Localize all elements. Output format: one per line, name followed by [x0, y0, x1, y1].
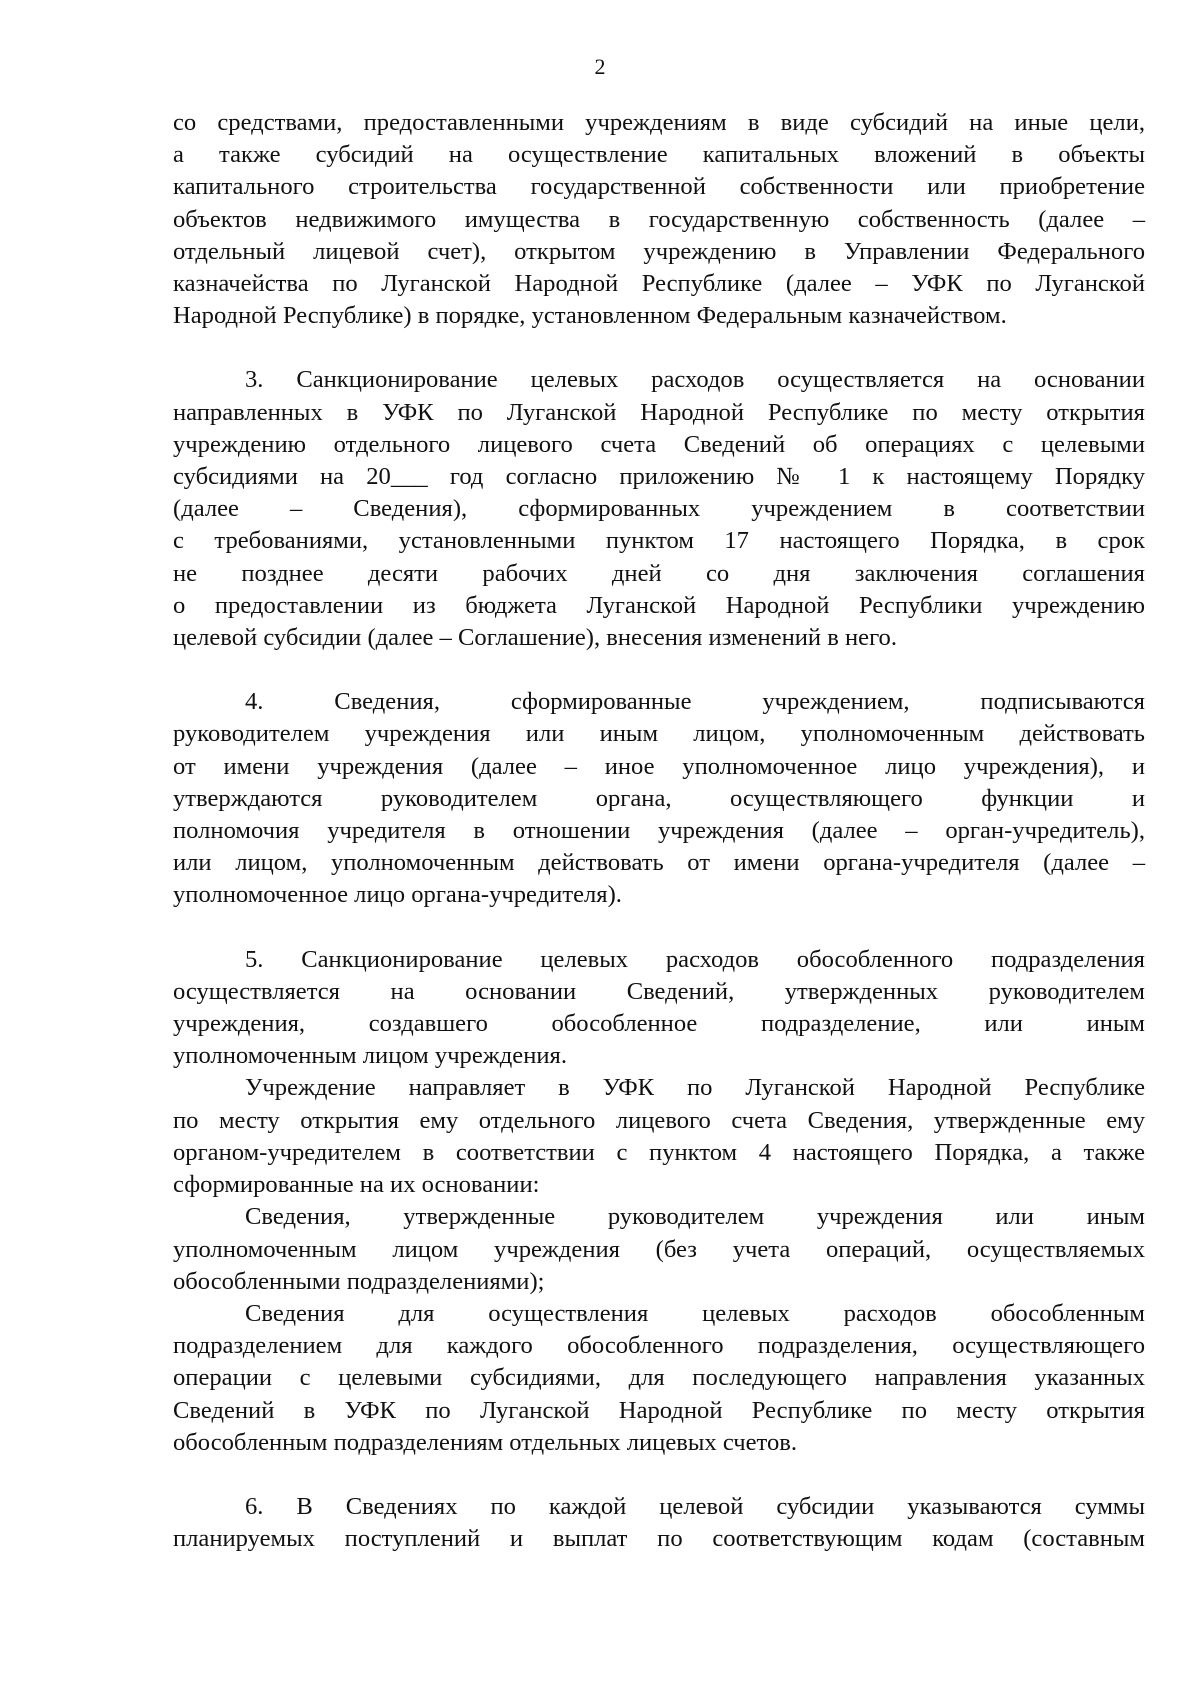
paragraph-line: не позднее десяти рабочих дней со дня заключения соглашения	[173, 559, 1145, 587]
paragraph-line: сформированные на их основании:	[173, 1171, 540, 1199]
paragraph-line: учреждению отдельного лицевого счета Сведений об операциях с целевыми	[173, 430, 1145, 458]
paragraph-line: Сведений в УФК по Луганской Народной Республике по месту открытия	[173, 1396, 1145, 1424]
paragraph-line: казначейства по Луганской Народной Республике (далее – УФК по Луганской	[173, 270, 1145, 298]
paragraph-line: учреждения, создавшего обособленное подразделение, или иным	[173, 1010, 1145, 1038]
paragraph-line: Сведения, утвержденные руководителем учреждения или иным	[245, 1203, 1145, 1231]
paragraph-line: Учреждение направляет в УФК по Луганской Народной Республике	[245, 1074, 1145, 1102]
paragraph-line: Сведения для осуществления целевых расходов обособленным	[245, 1299, 1145, 1327]
paragraph-line: 6. В Сведениях по каждой целевой субсидии указываются суммы	[245, 1492, 1145, 1520]
paragraph-line: 3. Санкционирование целевых расходов осуществляется на основании	[245, 366, 1145, 394]
paragraph-line: планируемых поступлений и выплат по соответствующим кодам (составным	[173, 1525, 1145, 1553]
paragraph-line: осуществляется на основании Сведений, утвержденных руководителем	[173, 977, 1145, 1005]
paragraph-line: целевой субсидии (далее – Соглашение), внесения изменений в него.	[173, 624, 897, 652]
paragraph-line: руководителем учреждения или иным лицом, уполномоченным действовать	[173, 720, 1145, 748]
paragraph-line: капитального строительства государственной собственности или приобретение	[173, 173, 1145, 201]
paragraph-line: о предоставлении из бюджета Луганской Народной Республики учреждению	[173, 591, 1145, 619]
paragraph-line: или лицом, уполномоченным действовать от имени органа-учредителя (далее –	[173, 849, 1145, 877]
paragraph-line: полномочия учредителя в отношении учреждения (далее – орган-учредитель),	[173, 817, 1145, 845]
paragraph-line: уполномоченным лицом учреждения (без учета операций, осуществляемых	[173, 1235, 1145, 1263]
paragraph-line: Народной Республике) в порядке, установленном Федеральным казначейством.	[173, 302, 1007, 330]
paragraph-line: объектов недвижимого имущества в государственную собственность (далее –	[173, 205, 1145, 233]
paragraph-line: направленных в УФК по Луганской Народной Республике по месту открытия	[173, 398, 1145, 426]
paragraph-line: подразделением для каждого обособленного подразделения, осуществляющего	[173, 1332, 1145, 1360]
paragraph-line: от имени учреждения (далее – иное уполномоченное лицо учреждения), и	[173, 752, 1145, 780]
paragraph-line: а также субсидий на осуществление капитальных вложений в объекты	[173, 141, 1145, 169]
paragraph-line: операции с целевыми субсидиями, для последующего направления указанных	[173, 1364, 1145, 1392]
paragraph-line: субсидиями на 20___ год согласно приложению № 1 к настоящему Порядку	[173, 463, 1145, 491]
paragraph-line: 4. Сведения, сформированные учреждением, подписываются	[245, 688, 1145, 716]
paragraph-line: (далее – Сведения), сформированных учреждением в соответствии	[173, 495, 1145, 523]
page-number: 2	[594, 54, 606, 79]
paragraph-line: органом-учредителем в соответствии с пунктом 4 настоящего Порядка, а также	[173, 1138, 1145, 1166]
paragraph-line: по месту открытия ему отдельного лицевого счета Сведения, утвержденные ему	[173, 1106, 1145, 1134]
paragraph-line: 5. Санкционирование целевых расходов обособленного подразделения	[245, 945, 1145, 973]
paragraph-line: уполномоченным лицом учреждения.	[173, 1042, 567, 1070]
paragraph-line: утверждаются руководителем органа, осуществляющего функции и	[173, 784, 1145, 812]
paragraph-line: обособленными подразделениями);	[173, 1267, 545, 1295]
paragraph-line: отдельный лицевой счет), открытом учреждению в Управлении Федерального	[173, 237, 1145, 265]
paragraph-line: с требованиями, установленными пунктом 17 настоящего Порядка, в срок	[173, 527, 1145, 555]
paragraph-line: со средствами, предоставленными учреждениям в виде субсидий на иные цели,	[173, 109, 1145, 136]
paragraph-line: уполномоченное лицо органа-учредителя).	[173, 881, 622, 909]
document-body	[173, 107, 1145, 1555]
paragraph-line: обособленным подразделениям отдельных лицевых счетов.	[173, 1428, 798, 1456]
